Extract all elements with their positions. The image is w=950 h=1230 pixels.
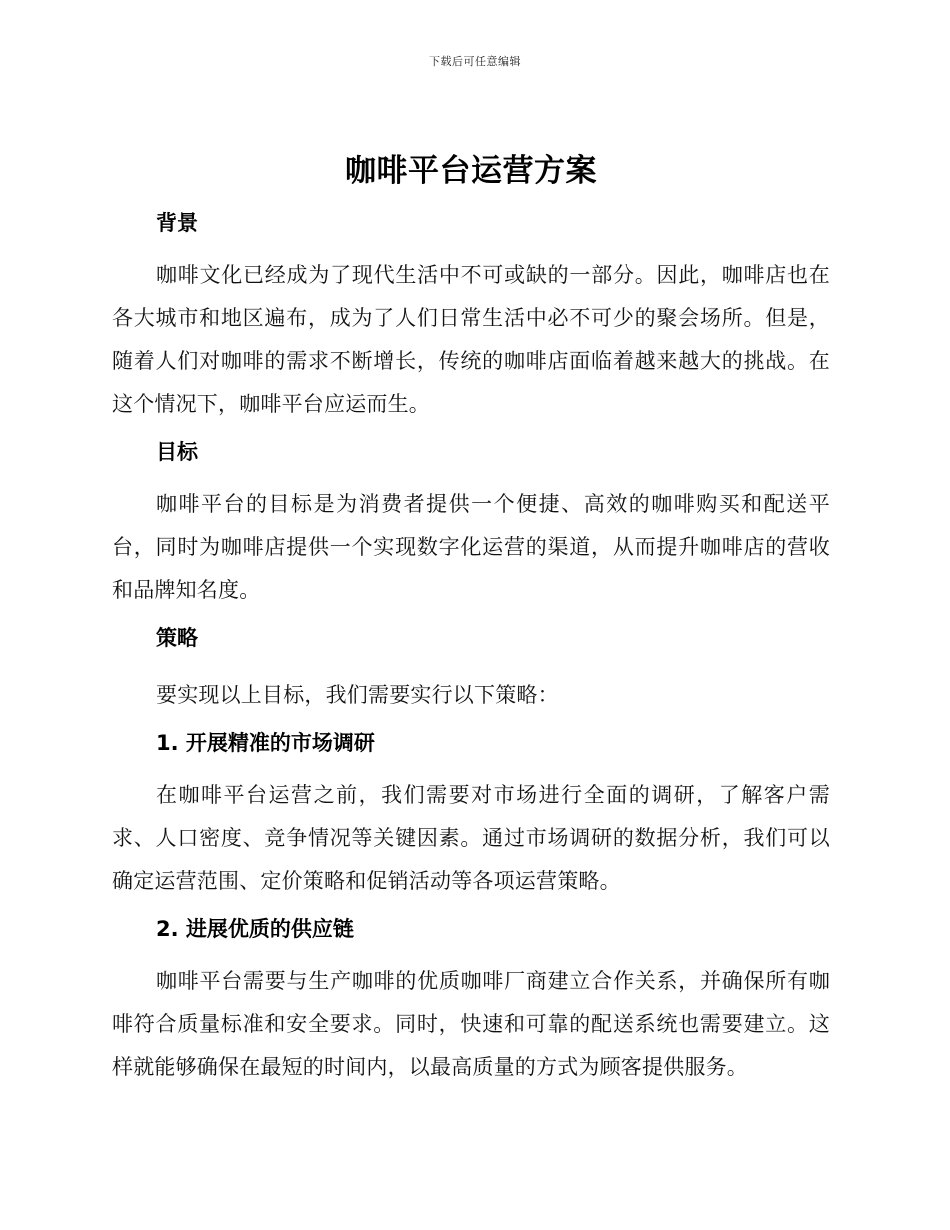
spacer — [112, 238, 830, 254]
paragraph-background: 咖啡文化已经成为了现代生活中不可或缺的一部分。因此，咖啡店也在各大城市和地区遍布，成为了人们日常生活中必不可少的聚会场所。但是，随着人们对咖啡的需求不断增长，传统的咖啡店面临着越来越大的挑战。在这个情况下，咖啡平台应运而生。 — [112, 263, 830, 416]
section-heading-strategy: 策略 — [156, 626, 198, 650]
spacer — [112, 903, 830, 914]
section-heading-goal: 目标 — [156, 440, 198, 464]
spacer — [112, 612, 830, 623]
header-note: 下载后可任意编辑 — [429, 55, 521, 68]
subsection-heading-market-research: 1. 开展精准的市场调研 — [156, 731, 375, 755]
spacer — [112, 758, 830, 774]
document-content — [112, 145, 830, 1089]
spacer — [112, 944, 830, 960]
subsection-heading-supply-chain: 2. 进展优质的供应链 — [156, 917, 354, 941]
spacer — [112, 717, 830, 728]
spacer — [112, 467, 830, 483]
spacer — [112, 653, 830, 674]
paragraph-supply-chain: 咖啡平台需要与生产咖啡的优质咖啡厂商建立合作关系，并确保所有咖啡符合质量标准和安全要求。同时，快速和可靠的配送系统也需要建立。这样就能够确保在最短的时间内，以最高质量的方式为顾客提供服务。 — [112, 969, 830, 1079]
spacer — [112, 426, 830, 437]
paragraph-goal: 咖啡平台的目标是为消费者提供一个便捷、高效的咖啡购买和配送平台，同时为咖啡店提供一个实现数字化运营的渠道，从而提升咖啡店的营收和品牌知名度。 — [112, 492, 830, 602]
section-heading-background: 背景 — [156, 211, 198, 235]
paragraph-market-research: 在咖啡平台运营之前，我们需要对市场进行全面的调研，了解客户需求、人口密度、竞争情况等关键因素。通过市场调研的数据分析，我们可以确定运营范围、定价策略和促销活动等各项运营策略。 — [112, 783, 830, 893]
paragraph-strategy-intro: 要实现以上目标，我们需要实行以下策略： — [156, 683, 559, 707]
document-title: 咖啡平台运营方案 — [345, 153, 597, 189]
spacer — [112, 197, 830, 208]
